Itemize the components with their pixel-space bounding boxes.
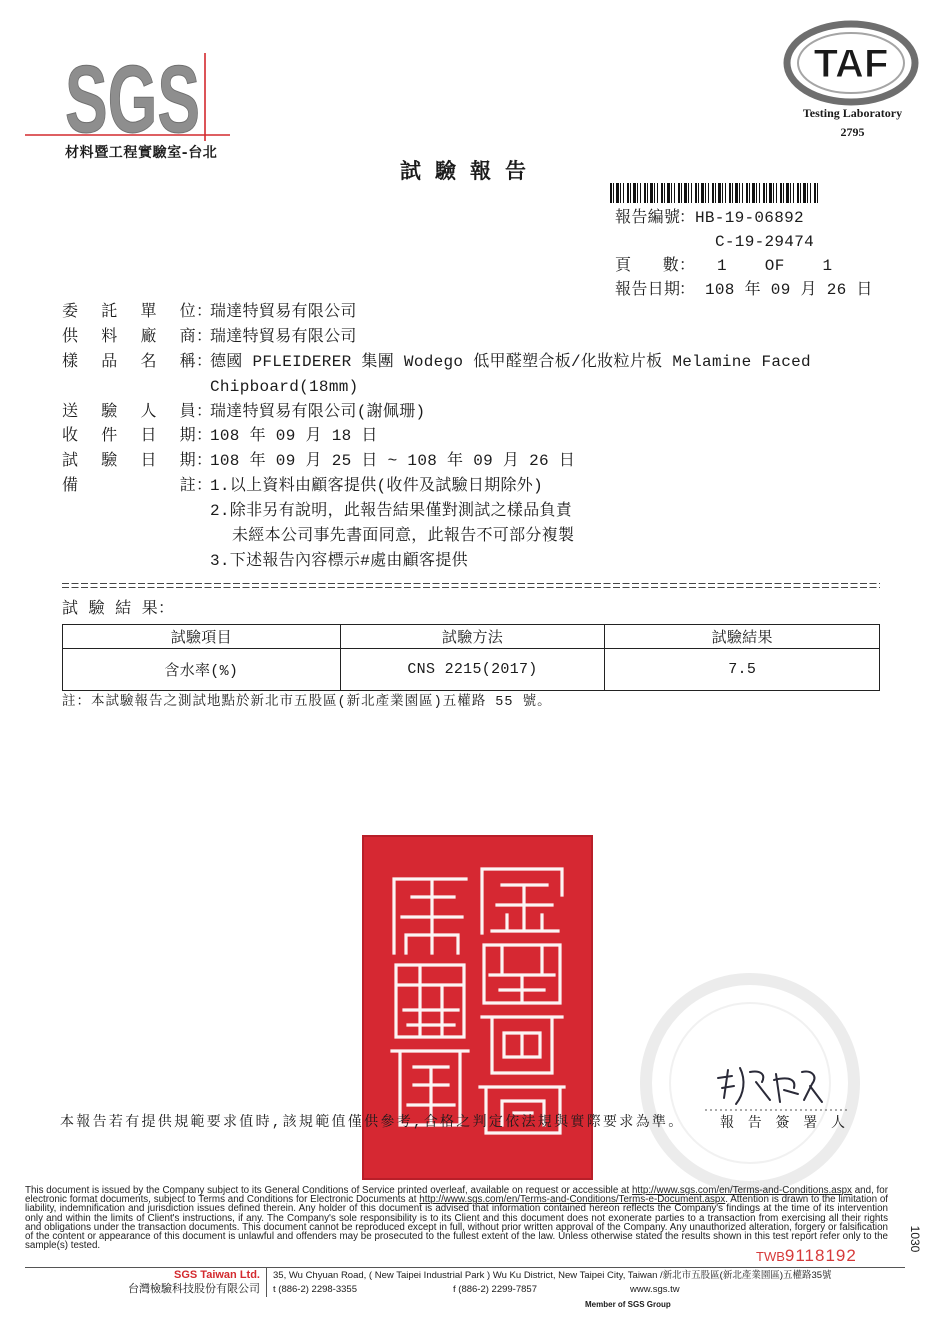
field-value: 瑞達特貿易有限公司(謝佩珊)	[210, 402, 426, 421]
sgs-logo	[20, 48, 235, 143]
pages-label: 頁 數	[615, 257, 679, 275]
field-value: 瑞達特貿易有限公司	[210, 303, 357, 321]
company-name-zh: 台灣檢驗科技股份有限公司	[128, 1283, 260, 1295]
page-title: 試驗報告	[400, 158, 540, 183]
field-value: 108 年 09 月 18 日	[210, 427, 378, 446]
specification-statement: 本報告若有提供規範要求值時,該規範值僅供參考,合格之判定依法規與實際要求為準。	[60, 1115, 685, 1131]
field-value: 德國 PFLEIDERER 集團 Wodego 低甲醛塑合板/化妝粒片板 Melamine Faced	[210, 352, 811, 371]
cell-test-method: CNS 2215(2017)	[340, 649, 605, 691]
remark-row	[62, 499, 922, 524]
field-received-date	[62, 424, 922, 449]
lab-name: 材料暨工程實驗室-台北	[65, 145, 218, 161]
colon: ：	[679, 281, 696, 299]
serial-digits: 9118192	[784, 1246, 857, 1265]
field-test-date	[62, 449, 922, 474]
colon: ：	[196, 327, 213, 346]
results-heading	[62, 597, 174, 621]
field-value: 瑞達特貿易有限公司	[210, 327, 357, 346]
field-value: 108 年 09 月 25 日 ~ 108 年 09 月 26 日	[210, 452, 576, 471]
field-supplier	[62, 325, 922, 350]
remark-row	[62, 524, 922, 549]
report-fields	[62, 300, 922, 574]
field-label: 備 註	[62, 477, 196, 496]
cell-test-item: 含水率(%)	[63, 649, 341, 691]
column-header-test-method: 試驗方法	[340, 625, 605, 649]
disclaimer-text: and, for electronic format documents, subject to Terms and Conditions for Electronic Documents at	[25, 1185, 888, 1206]
company-name-en: SGS Taiwan Ltd.	[174, 1269, 260, 1281]
company-fax: f (886-2) 2299-7857	[453, 1284, 537, 1295]
results-header-row	[63, 625, 880, 649]
sgs-logo-text: SGS	[65, 48, 200, 143]
colon: ：	[196, 402, 213, 421]
taf-logo	[782, 20, 920, 106]
taf-number: 2795	[840, 125, 865, 139]
field-submitter	[62, 400, 922, 425]
colon: ：	[196, 477, 213, 496]
remark-line: 2.除非另有說明，此報告結果僅對測試之樣品負責	[210, 502, 573, 521]
pages-row	[615, 254, 935, 278]
test-location-note: 註：本試驗報告之測試地點於新北市五股區(新北產業園區)五權路 55 號。	[62, 695, 552, 710]
report-date-row	[615, 278, 935, 302]
column-header-test-item: 試驗項目	[63, 625, 341, 649]
remark-line: 未經本公司事先書面同意，此報告不可部分複製	[232, 527, 575, 546]
signatory-label: 報 告 簽 署 人	[720, 1116, 845, 1132]
table-row	[63, 649, 880, 691]
disclaimer-text: This document is issued by the Company subject to its General Conditions of Service printed overleaf, available on request or accessible at	[25, 1185, 632, 1196]
terms-link[interactable]: http://www.sgs.com/en/Terms-and-Conditions.aspx	[631, 1185, 852, 1196]
remark-row	[62, 549, 922, 574]
serial-prefix: TWB	[756, 1249, 785, 1264]
report-date: 108 年 09 月 26 日	[705, 281, 873, 299]
legal-disclaimer	[25, 1186, 888, 1250]
separator-line	[62, 583, 880, 588]
field-client	[62, 300, 922, 325]
e-document-terms-link[interactable]: http://www.sgs.com/en/Terms-and-Conditions/Terms-e-Document.aspx	[419, 1194, 726, 1206]
field-sample-name	[62, 350, 922, 375]
pages-value: 1 OF 1	[717, 257, 833, 275]
field-label: 委 託 單 位	[62, 303, 196, 321]
disclaimer-text: . Attention is drawn to the limitation of liability, indemnification and jurisdiction issues defined therein. Any holder of this document is advised that information contained hereon reflects the Company's findings at the time of its intervention only and within the limits of Client's instructions, if any. The Company's sole responsibility is to its Client and this document does not exonerate parties to a transaction from exercising all their rights and obligations under the transaction documents. This document cannot be reproduced except in full, without prior written approval of the Company. Any unauthorized alteration, forgery or falsification of the content or appearance of this document is unlawful and offenders may be prosecuted to the fullest extent of the law. Unless otherwise stated the results shown in this test report refer only to the sample(s) tested.	[25, 1194, 889, 1252]
colon: ：	[196, 303, 213, 321]
results-table	[62, 624, 880, 691]
report-number-row	[615, 206, 935, 230]
field-label: 供 料 廠 商	[62, 327, 196, 346]
side-code: 1030	[908, 1225, 922, 1253]
report-number-label: 報 告 編 號	[615, 209, 681, 227]
colon: ：	[196, 452, 213, 471]
report-number-secondary-row	[615, 230, 935, 254]
remark-line: 1.以上資料由顧客提供(收件及試驗日期除外)	[210, 477, 544, 496]
serial-number	[756, 1246, 857, 1267]
report-number-secondary: C-19-29474	[715, 233, 815, 251]
colon: ：	[679, 209, 696, 227]
field-label: 樣 品 名 稱	[62, 352, 196, 371]
field-label: 收 件 日 期	[62, 427, 196, 446]
company-phone: t (886-2) 2298-3355	[273, 1284, 357, 1295]
colon: ：	[158, 600, 175, 618]
field-remarks	[62, 474, 922, 499]
taf-caption: Testing Laboratory	[802, 106, 903, 120]
member-of-group: Member of SGS Group	[585, 1300, 671, 1309]
colon: ：	[196, 352, 213, 371]
colon: ：	[679, 257, 696, 275]
column-header-test-result: 試驗結果	[605, 625, 880, 649]
field-sample-name-continued	[62, 375, 922, 400]
company-address: 35, Wu Chyuan Road, ( New Taipei Industrial Park ) Wu Ku District, New Taipei City, Taiwan /新北市五股區(新北產業園區)五權路35號	[273, 1270, 832, 1281]
barcode	[610, 183, 820, 203]
remark-line: 3.下述報告內容標示#處由顧客提供	[210, 551, 468, 570]
footer-divider-line	[25, 1267, 905, 1268]
results-heading-label: 試 驗 結 果	[62, 600, 158, 618]
report-info	[615, 206, 935, 302]
report-date-label: 報 告 日 期	[615, 281, 681, 299]
field-label: 試 驗 日 期	[62, 452, 196, 471]
field-label: 送 驗 人 員	[62, 402, 196, 421]
colon: ：	[196, 427, 213, 446]
field-value: Chipboard(18mm)	[210, 377, 359, 396]
signature	[700, 1060, 855, 1115]
cell-test-result: 7.5	[605, 649, 880, 691]
footer-vertical-divider	[266, 1268, 267, 1297]
company-website: www.sgs.tw	[630, 1284, 680, 1295]
report-number: HB-19-06892	[695, 209, 804, 227]
taf-logo-text: TAF	[813, 42, 889, 86]
